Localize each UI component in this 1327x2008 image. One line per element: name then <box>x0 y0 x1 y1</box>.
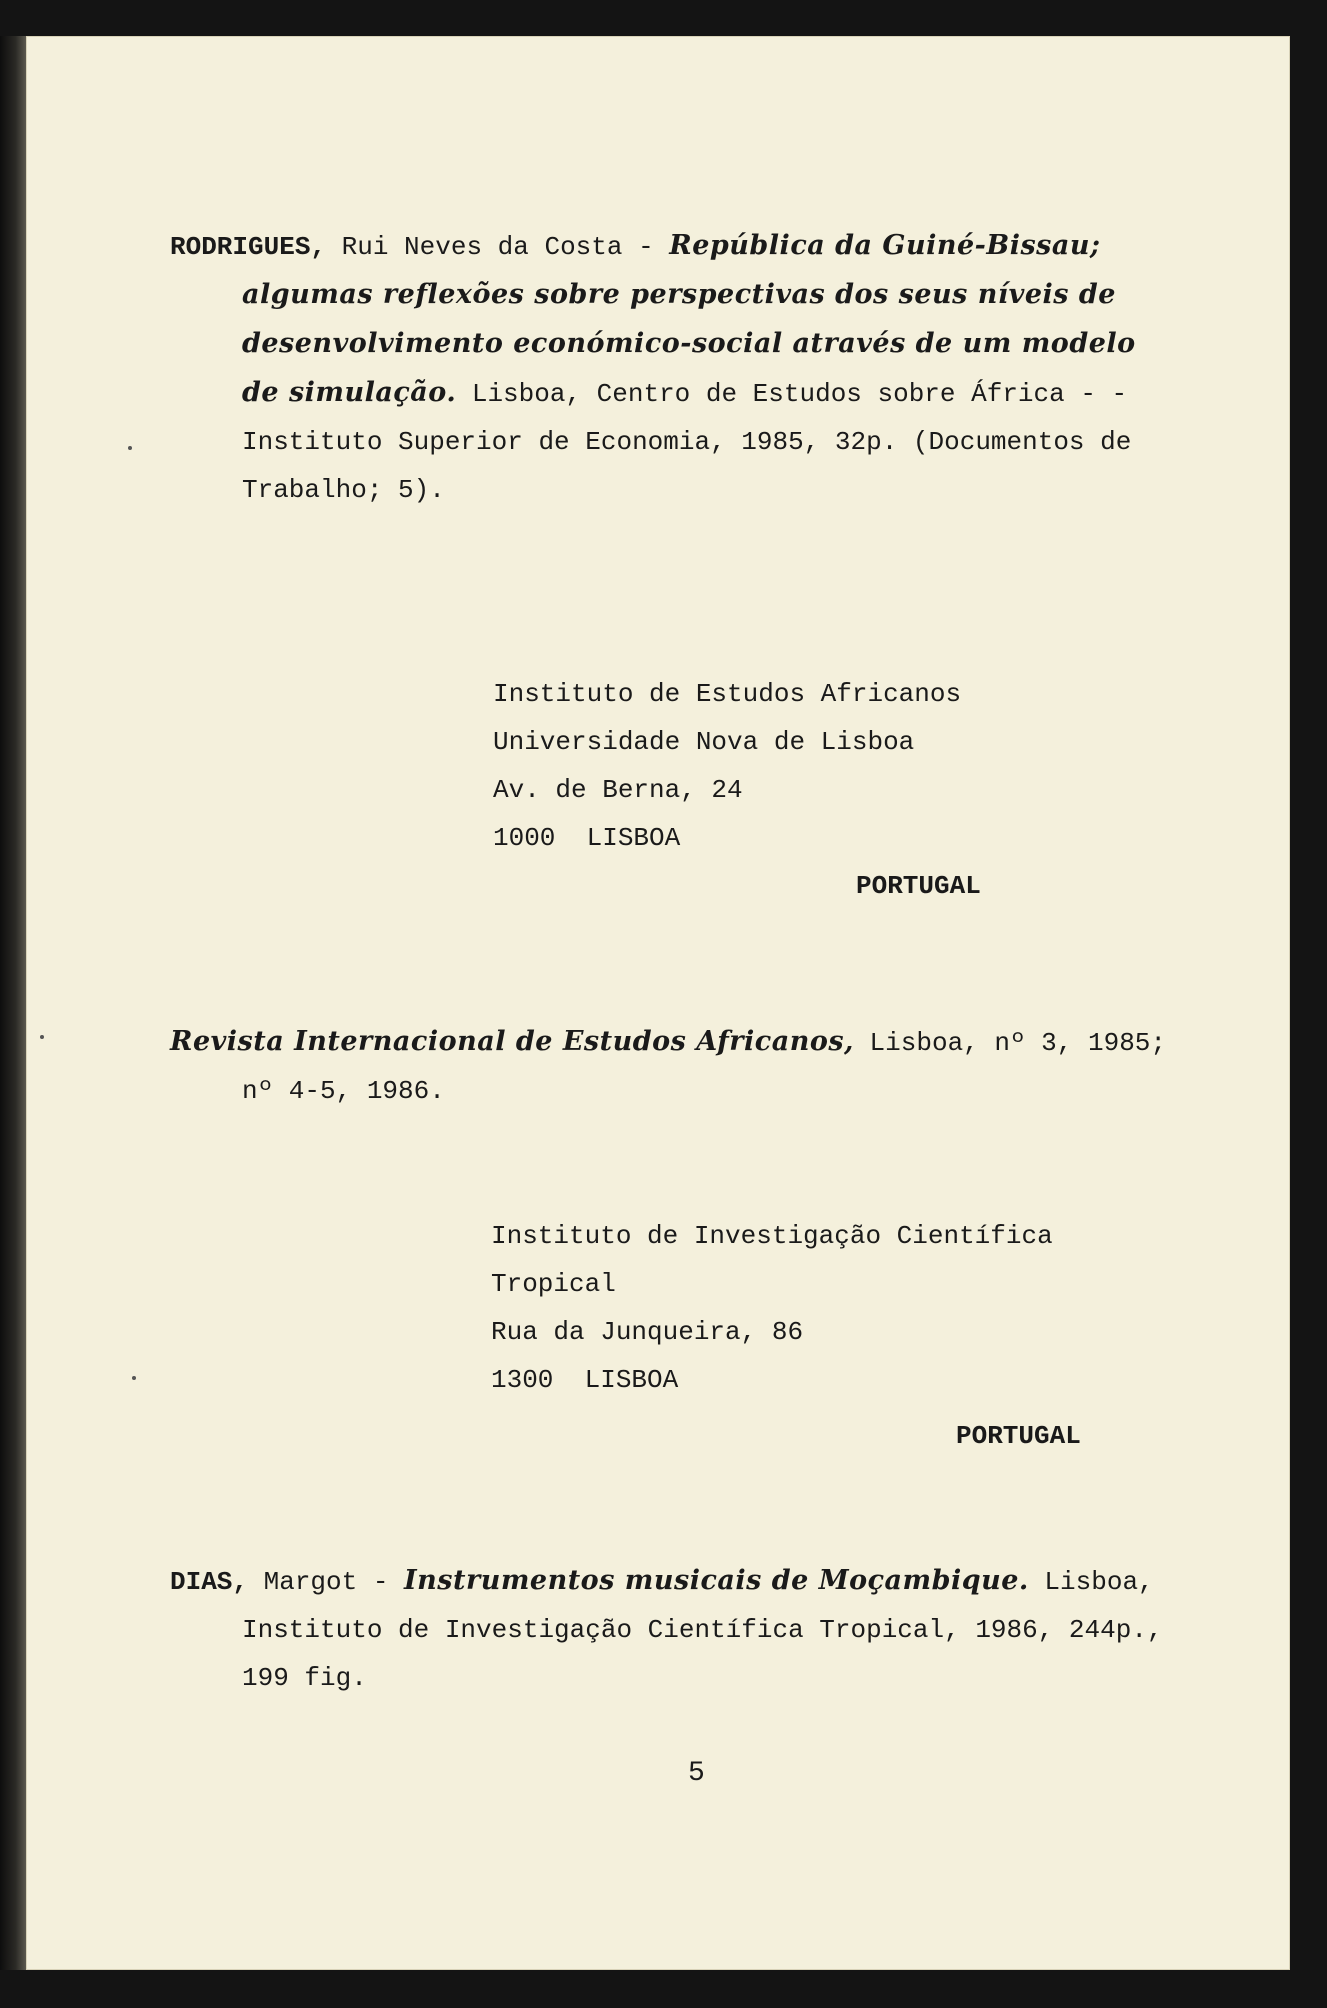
book-spine-shadow <box>0 36 26 1970</box>
address-line: Instituto de Investigação Científica <box>491 1221 1053 1251</box>
bibliography-entry-rodrigues <box>170 222 1170 514</box>
entry-title: Instrumentos musicais de Moçambique. <box>404 1565 1029 1596</box>
entry-publication: Lisboa, Centro de Estudos sobre África - - Instituto Superior de Economia, 1985, 32p. (Documentos de Trabalho; 5). <box>242 379 1132 505</box>
address-block-estudos-africanos <box>493 670 1053 862</box>
address-line: Instituto de Estudos Africanos <box>493 679 962 709</box>
address-block-investigacao-cientifica <box>491 1212 1131 1404</box>
margin-mark <box>132 1376 136 1380</box>
address-line: Universidade Nova de Lisboa <box>493 727 915 757</box>
address-line: 1300 LISBOA <box>491 1365 679 1395</box>
bibliography-entry-revista <box>170 1018 1170 1115</box>
margin-mark <box>40 1035 44 1039</box>
address-line: 1000 LISBOA <box>493 823 681 853</box>
address-line: Tropical <box>491 1269 616 1299</box>
address-country: PORTUGAL <box>956 1421 1081 1451</box>
entry-publication: Lisboa, Instituto de Investigação Científica Tropical, 1986, 244p., 199 fig. <box>242 1567 1163 1693</box>
entry-author-rest: Rui Neves da Costa - <box>326 232 670 262</box>
entry-author-rest: Margot - <box>248 1567 405 1597</box>
entry-title: República da Guiné-Bissau; algumas reflexões sobre perspectivas dos seus níveis de desenvolvimento económico-social através de um modelo de simulação. <box>242 230 1136 408</box>
address-line: Rua da Junqueira, 86 <box>491 1317 804 1347</box>
margin-mark <box>128 446 132 450</box>
entry-author: RODRIGUES, <box>170 232 327 262</box>
entry-publication: Lisboa, nº 3, 1985; nº 4-5, 1986. <box>242 1028 1167 1106</box>
entry-author: DIAS, <box>170 1567 249 1597</box>
page-number: 5 <box>688 1758 705 1789</box>
bibliography-entry-dias <box>170 1557 1170 1702</box>
address-country: PORTUGAL <box>856 871 981 901</box>
address-line: Av. de Berna, 24 <box>493 775 743 805</box>
entry-title: Revista Internacional de Estudos Africanos, <box>170 1026 854 1057</box>
